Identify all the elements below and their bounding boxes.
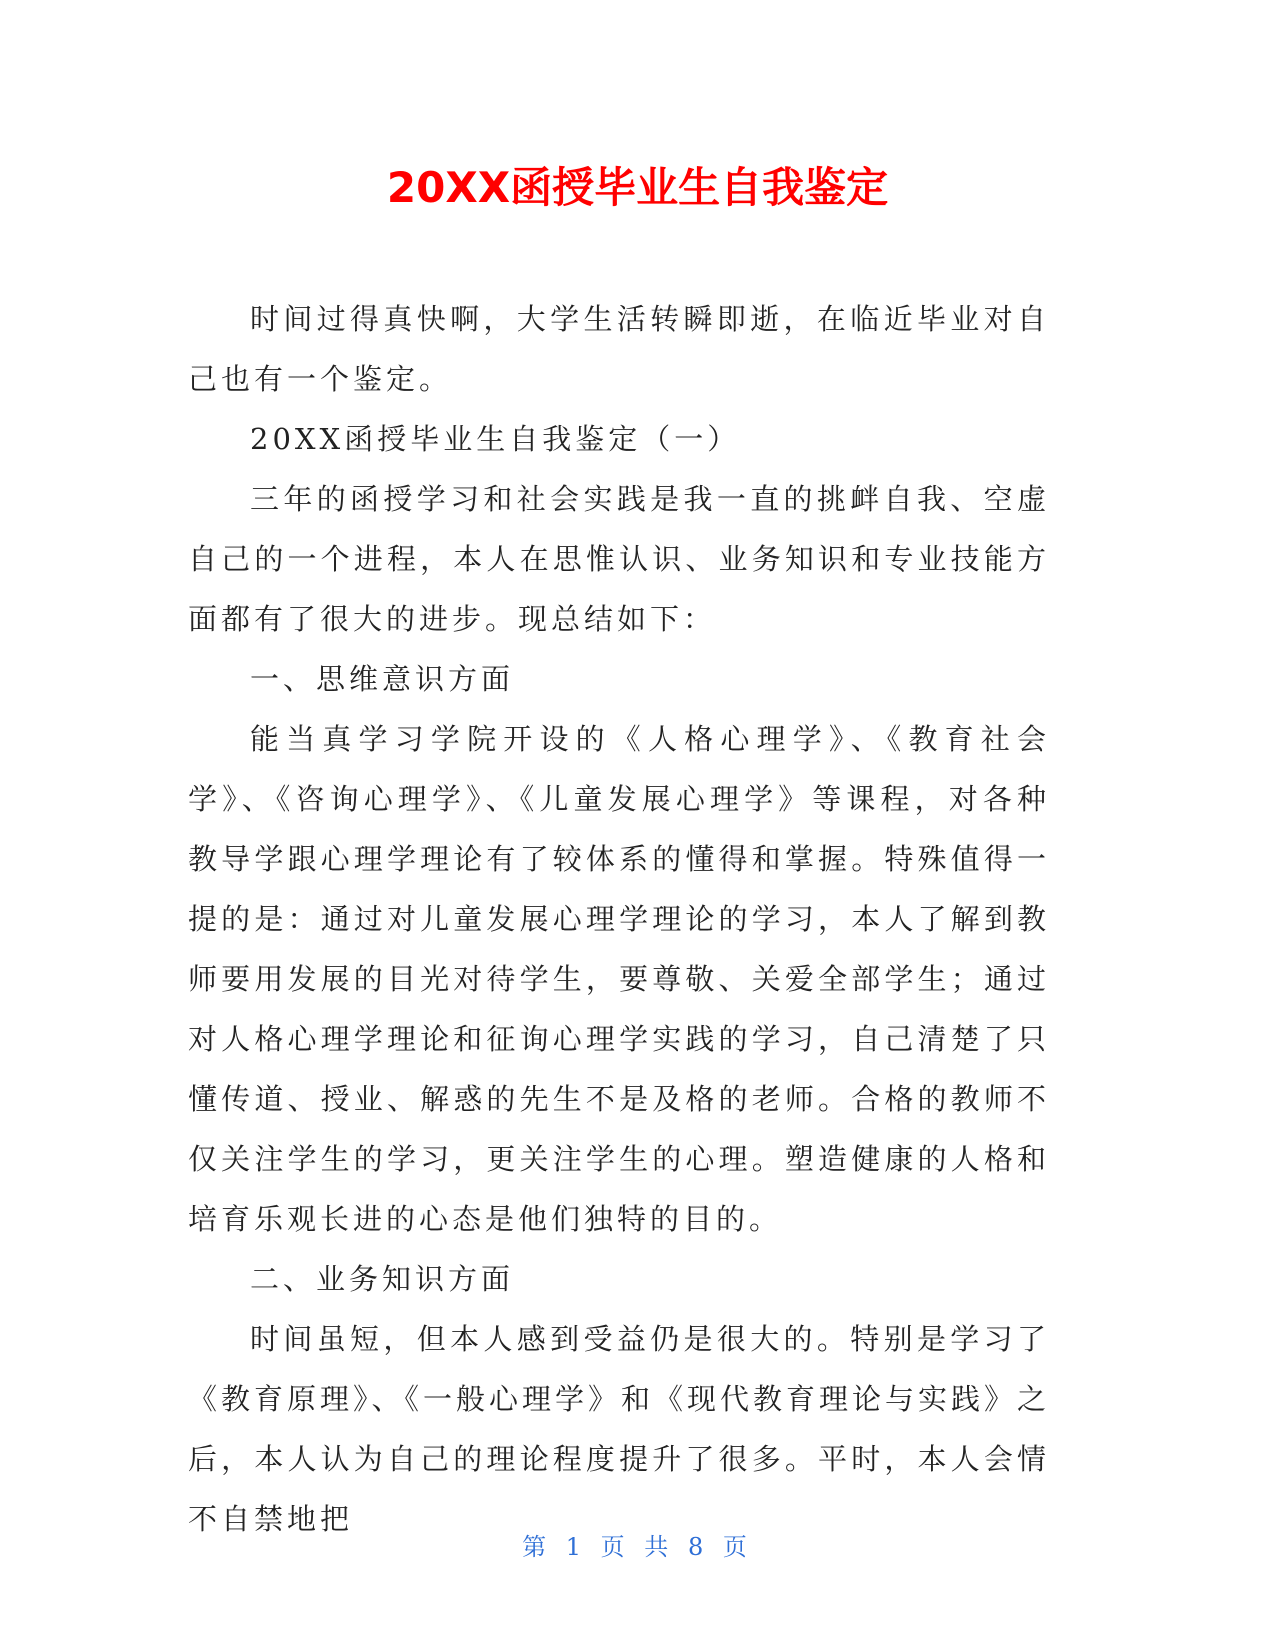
- paragraph-summary: 三年的函授学习和社会实践是我一直的挑衅自我、空虚自己的一个进程，本人在思惟认识、业务知识和专业技能方面都有了很大的进步。现总结如下：: [188, 482, 1050, 636]
- paragraph-intro: 时间过得真快啊，大学生活转瞬即逝，在临近毕业对自己也有一个鉴定。: [188, 302, 1050, 396]
- document-title: 20XX函授毕业生自我鉴定: [386, 163, 889, 212]
- subheading-thinking: 一、思维意识方面: [250, 662, 515, 696]
- paragraph-business-knowledge: 时间虽短，但本人感到受益仍是很大的。特别是学习了《教育原理》、《一般心理学》和《现代教育理论与实践》之后，本人认为自己的理论程度提升了很多。平时，本人会情不自禁地把: [188, 1322, 1051, 1536]
- subheading-business-knowledge: 二、业务知识方面: [250, 1262, 515, 1296]
- section-heading-part-one: 20XX函授毕业生自我鉴定（一）: [250, 422, 741, 456]
- page-footer: 第 1 页 共 8 页: [522, 1533, 753, 1561]
- document-body: [188, 289, 1050, 1549]
- paragraph-thinking: 能当真学习学院开设的《人格心理学》、《教育社会学》、《咨询心理学》、《儿童发展心理学》等课程，对各种教导学跟心理学理论有了较体系的懂得和掌握。特殊值得一提的是：通过对儿童发展心理学理论的学习，本人了解到教师要用发展的目光对待学生，要尊敬、关爱全部学生；通过对人格心理学理论和征询心理学实践的学习，自己清楚了只懂传道、授业、解惑的先生不是及格的老师。合格的教师不仅关注学生的学习，更关注学生的心理。塑造健康的人格和培育乐观长进的心态是他们独特的目的。: [188, 722, 1050, 1236]
